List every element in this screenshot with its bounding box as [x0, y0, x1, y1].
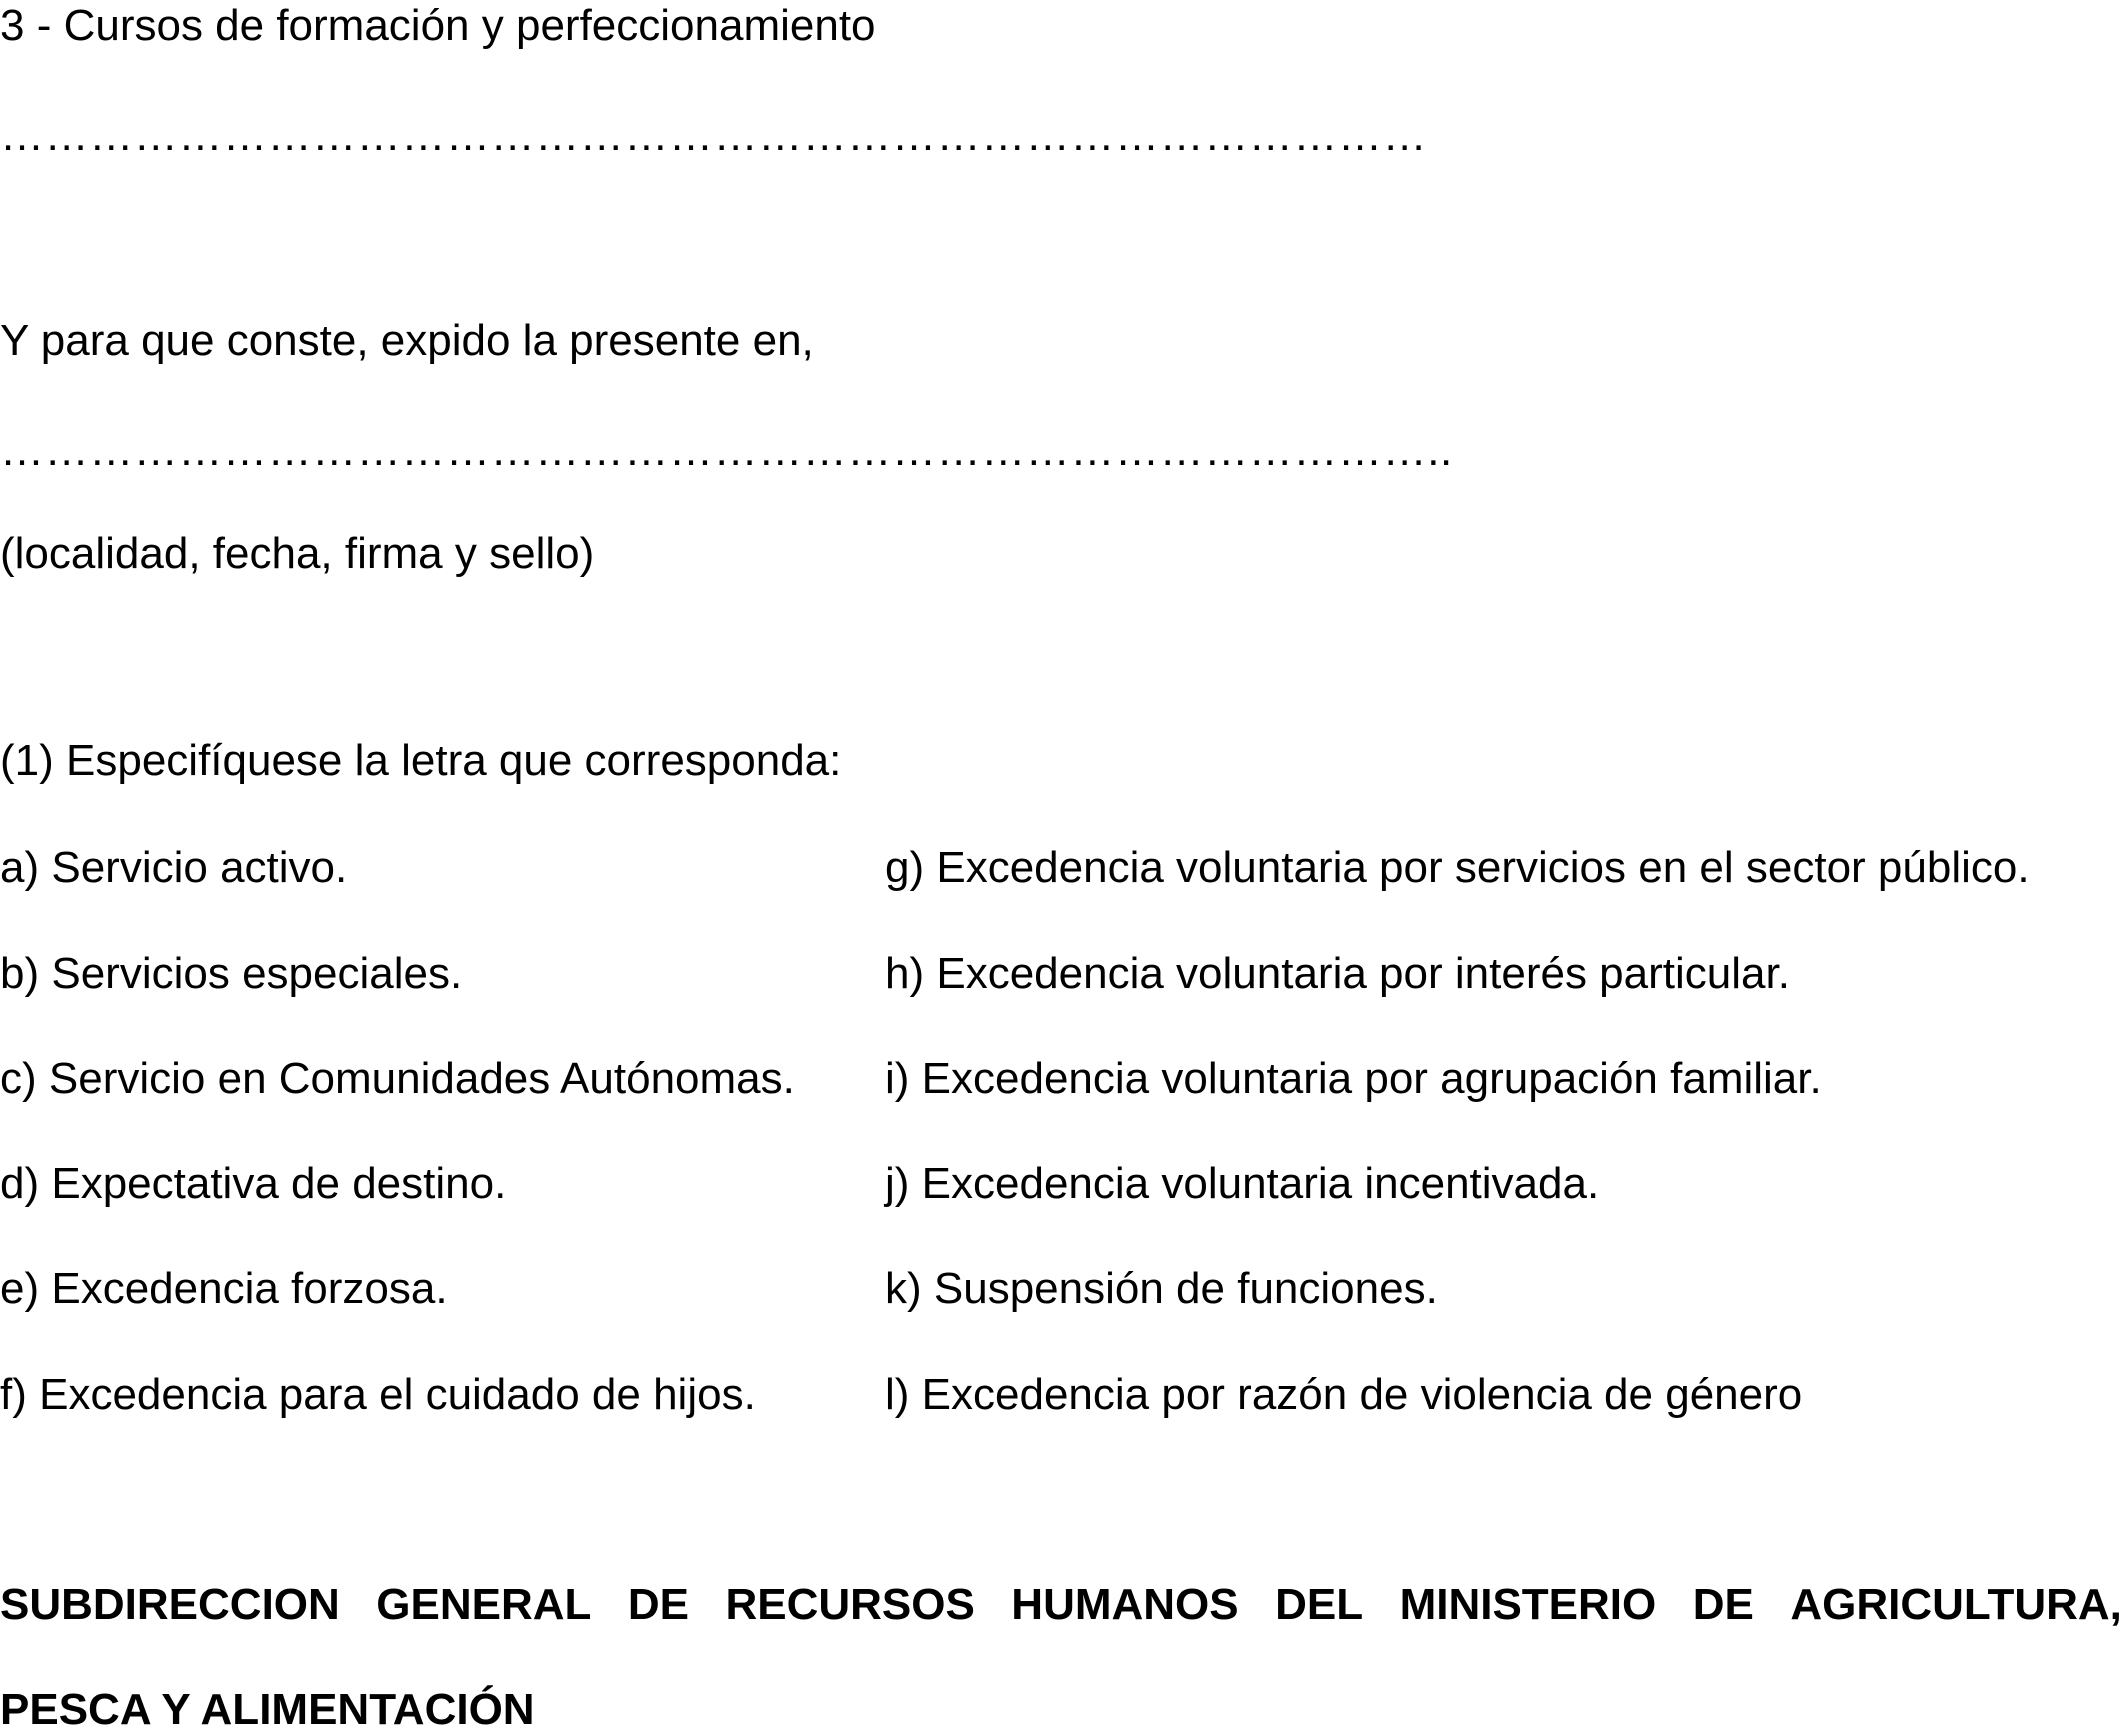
footer-word: DE — [1692, 1580, 1754, 1629]
list-item: c) Servicio en Comunidades Autónomas. — [0, 1054, 795, 1103]
list-item: i) Excedencia voluntaria por agrupación familiar. — [885, 1054, 1822, 1103]
footer-word: GENERAL — [376, 1580, 592, 1629]
list-item: f) Excedencia para el cuidado de hijos. — [0, 1370, 756, 1419]
signature-note: (localidad, fecha, firma y sello) — [0, 529, 595, 578]
footer-word: HUMANOS — [1011, 1580, 1239, 1629]
list-item: l) Excedencia por razón de violencia de género — [885, 1370, 1803, 1419]
footer-heading-line-2: PESCA Y ALIMENTACIÓN — [0, 1685, 535, 1734]
closing-statement: Y para que conste, expido la presente en, — [0, 316, 814, 365]
list-item: k) Suspensión de funciones. — [885, 1264, 1438, 1313]
list-item: a) Servicio activo. — [0, 843, 348, 892]
list-item: h) Excedencia voluntaria por interés particular. — [885, 949, 1790, 998]
footer-word: DEL — [1275, 1580, 1364, 1629]
list-item: b) Servicios especiales. — [0, 949, 463, 998]
list-item: g) Excedencia voluntaria por servicios en el sector público. — [885, 843, 2030, 892]
dotted-fill-line: …………………………………………………………………………………… — [0, 111, 1428, 160]
footer-word: MINISTERIO — [1399, 1580, 1657, 1629]
footer-word: AGRICULTURA, — [1790, 1580, 2122, 1629]
footer-word: RECURSOS — [725, 1580, 975, 1629]
list-item: e) Excedencia forzosa. — [0, 1264, 448, 1313]
dotted-fill-line-signature: …………………………………………………………………………………….. — [0, 426, 1453, 475]
list-item: j) Excedencia voluntaria incentivada. — [885, 1159, 1600, 1208]
footer-word: DE — [627, 1580, 689, 1629]
section-heading: 3 - Cursos de formación y perfeccionamiento — [0, 1, 876, 50]
footer-heading-line-1 — [0, 1579, 2122, 1631]
footer-word: SUBDIRECCION — [0, 1580, 340, 1629]
footnote-title: (1) Especifíquese la letra que corresponda: — [0, 736, 842, 785]
list-item: d) Expectativa de destino. — [0, 1159, 507, 1208]
